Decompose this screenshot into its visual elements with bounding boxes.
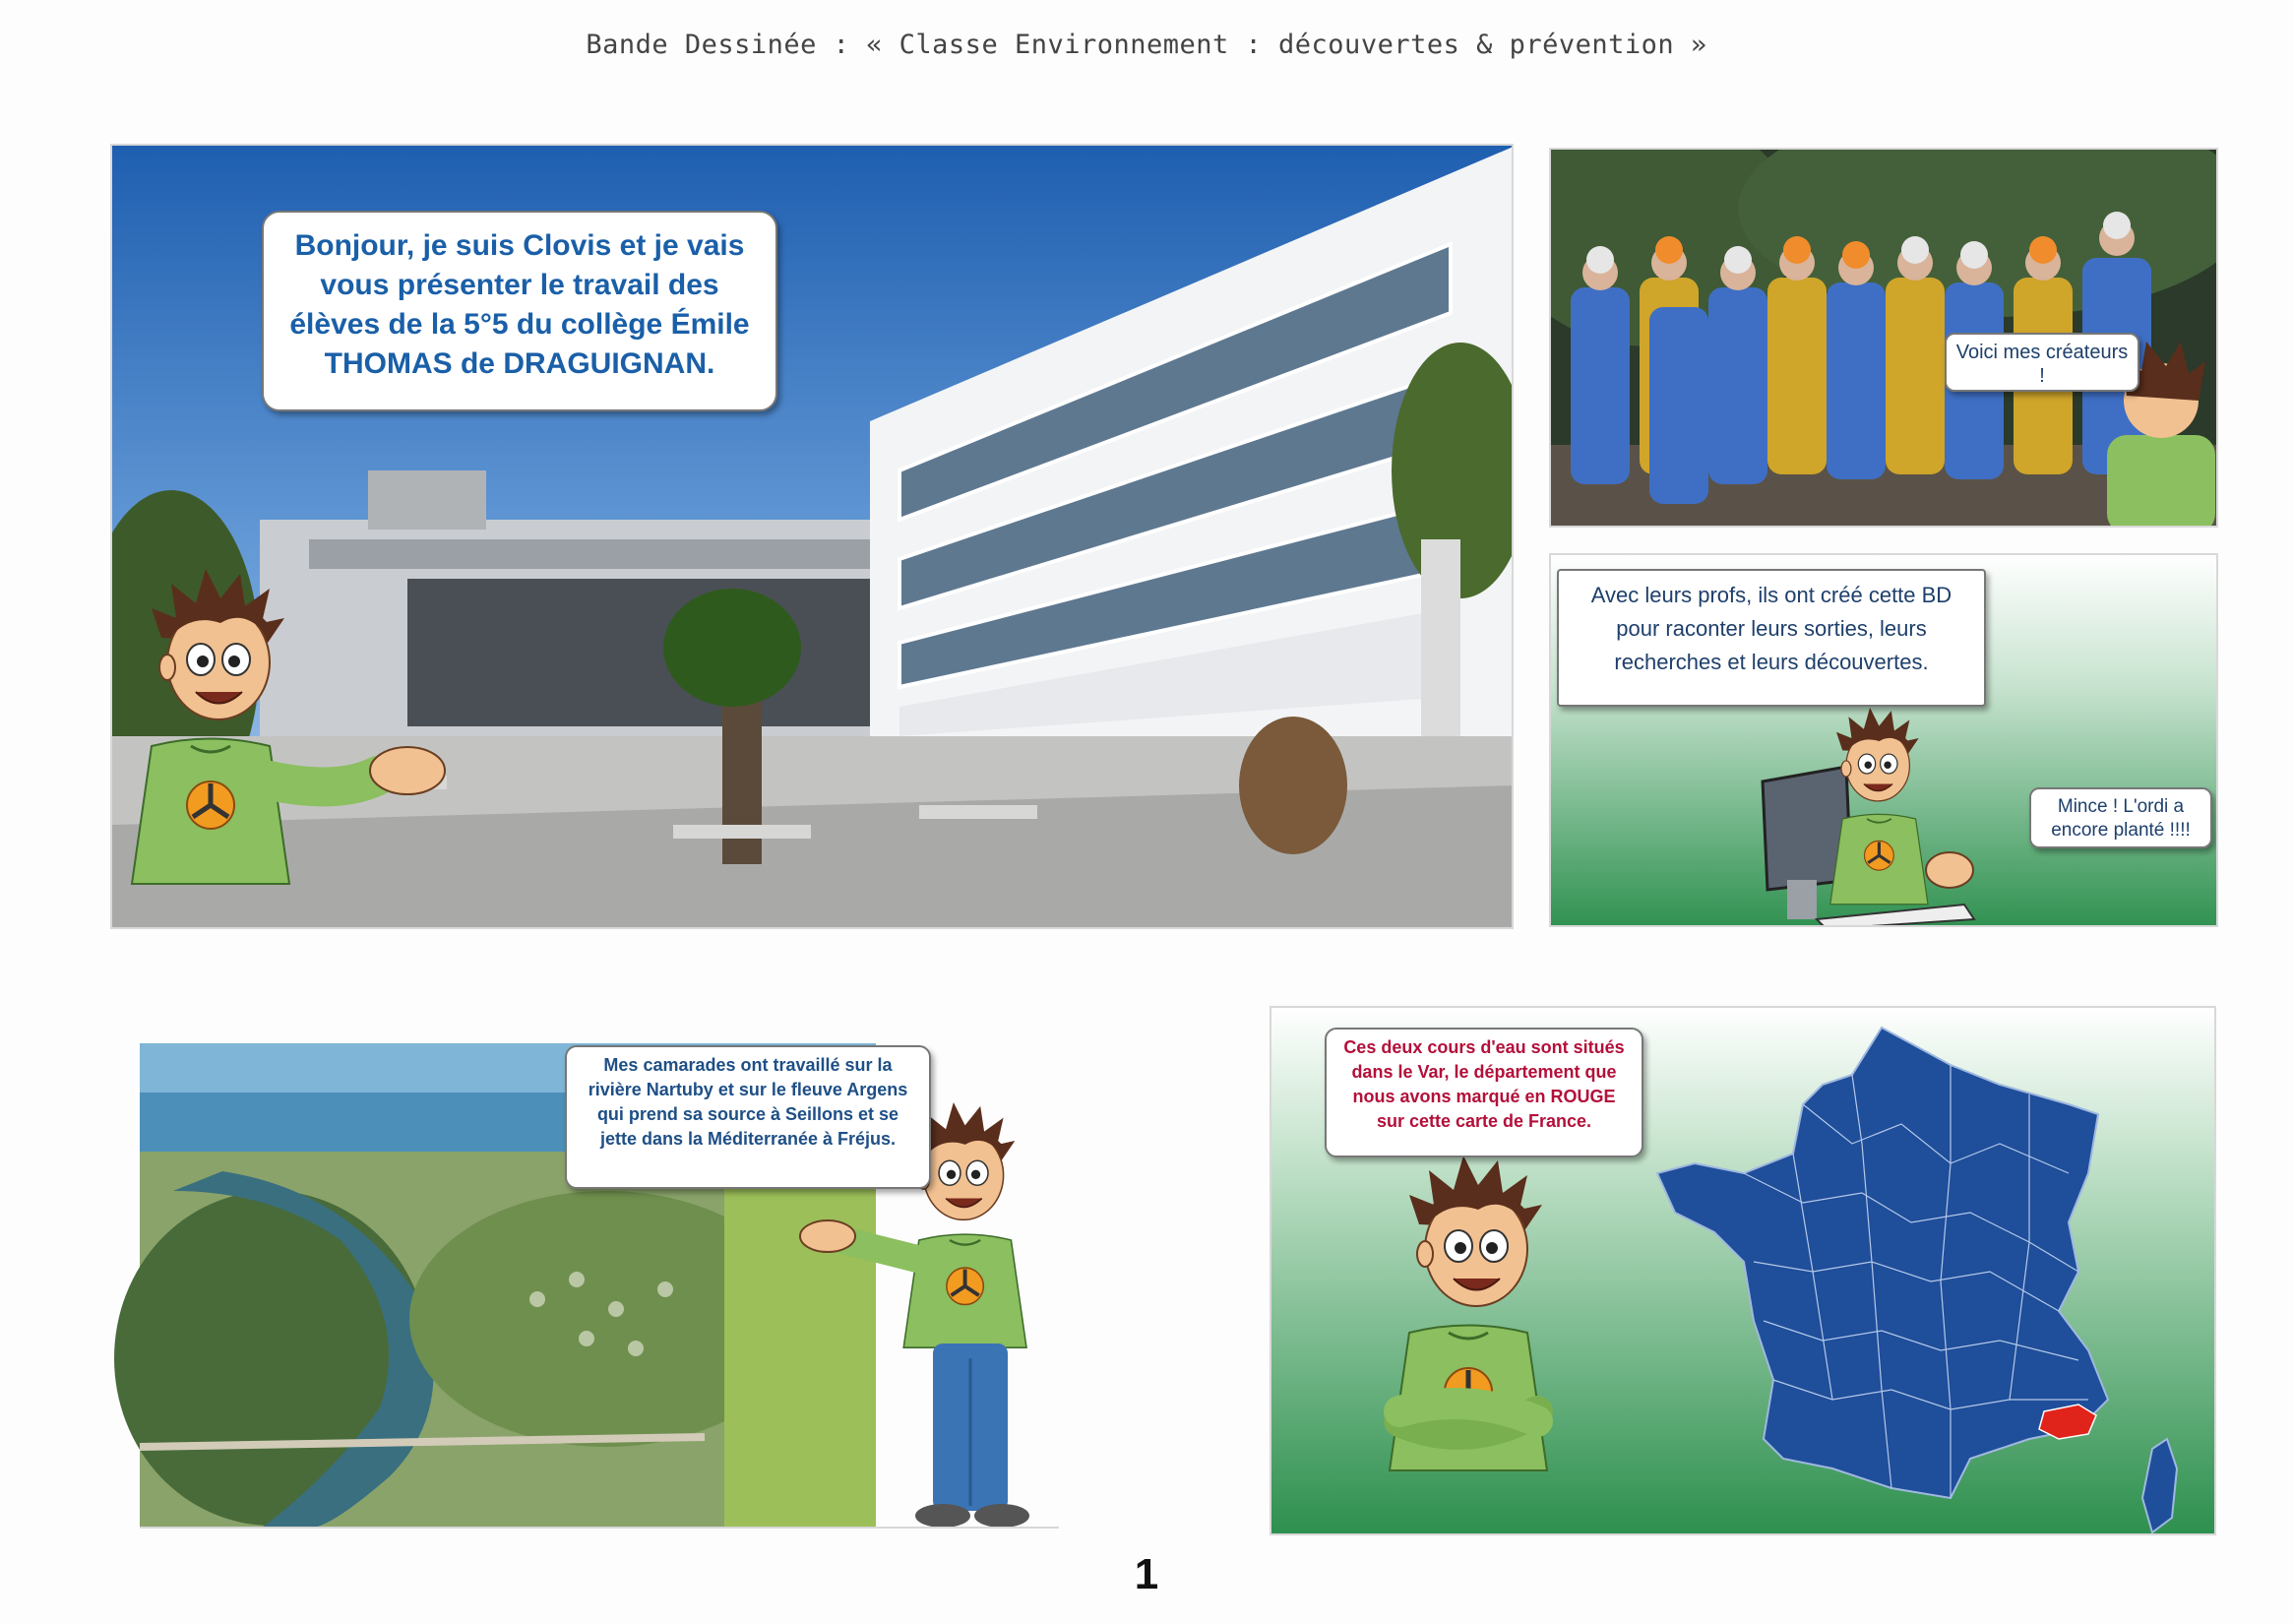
page-title: Bande Dessinée : « Classe Environnement : découvertes & prévention » xyxy=(586,30,1707,60)
speech-bubble-creators xyxy=(1945,333,2139,392)
speech-bubble-school-text: Bonjour, je suis Clovis et je vais vous présenter le travail des élèves de la 5°5 du collège Émile THOMAS de DRAGUIGNAN. xyxy=(289,229,750,380)
panel-creators xyxy=(1549,148,2218,528)
speech-bubble-creators-text: Voici mes créateurs ! xyxy=(1955,342,2129,387)
corsica xyxy=(2142,1439,2177,1532)
france-map xyxy=(1655,1026,2206,1535)
panel-river xyxy=(112,1041,1069,1539)
caption-box-computer xyxy=(1557,569,1986,707)
speech-bubble-map-text: Ces deux cours d'eau sont situés dans le Var, le département que nous avons marqué en ROUGE sur cette carte de France. xyxy=(1343,1037,1625,1131)
panel-computer xyxy=(1549,553,2218,927)
clovis-character xyxy=(112,569,486,929)
speech-bubble-school xyxy=(262,211,777,411)
caption-box-computer-text: Avec leurs profs, ils ont créé cette BD pour raconter leurs sorties, leurs recherches et leurs découvertes. xyxy=(1590,583,1952,674)
panel-school xyxy=(110,144,1514,929)
clovis-character xyxy=(1370,1156,1645,1535)
speech-bubble-computer-text: Mince ! L'ordi a encore planté !!!! xyxy=(2051,796,2191,841)
speech-bubble-river xyxy=(565,1045,931,1189)
panel-map xyxy=(1270,1006,2216,1535)
page-number: 1 xyxy=(1134,1550,1159,1598)
speech-bubble-map xyxy=(1325,1028,1643,1157)
speech-bubble-computer xyxy=(2029,787,2212,848)
speech-bubble-river-text: Mes camarades ont travaillé sur la rivière Nartuby et sur le fleuve Argens qui prend sa source à Seillons et se jette dans la Méditerranée à Fréjus. xyxy=(588,1055,908,1149)
